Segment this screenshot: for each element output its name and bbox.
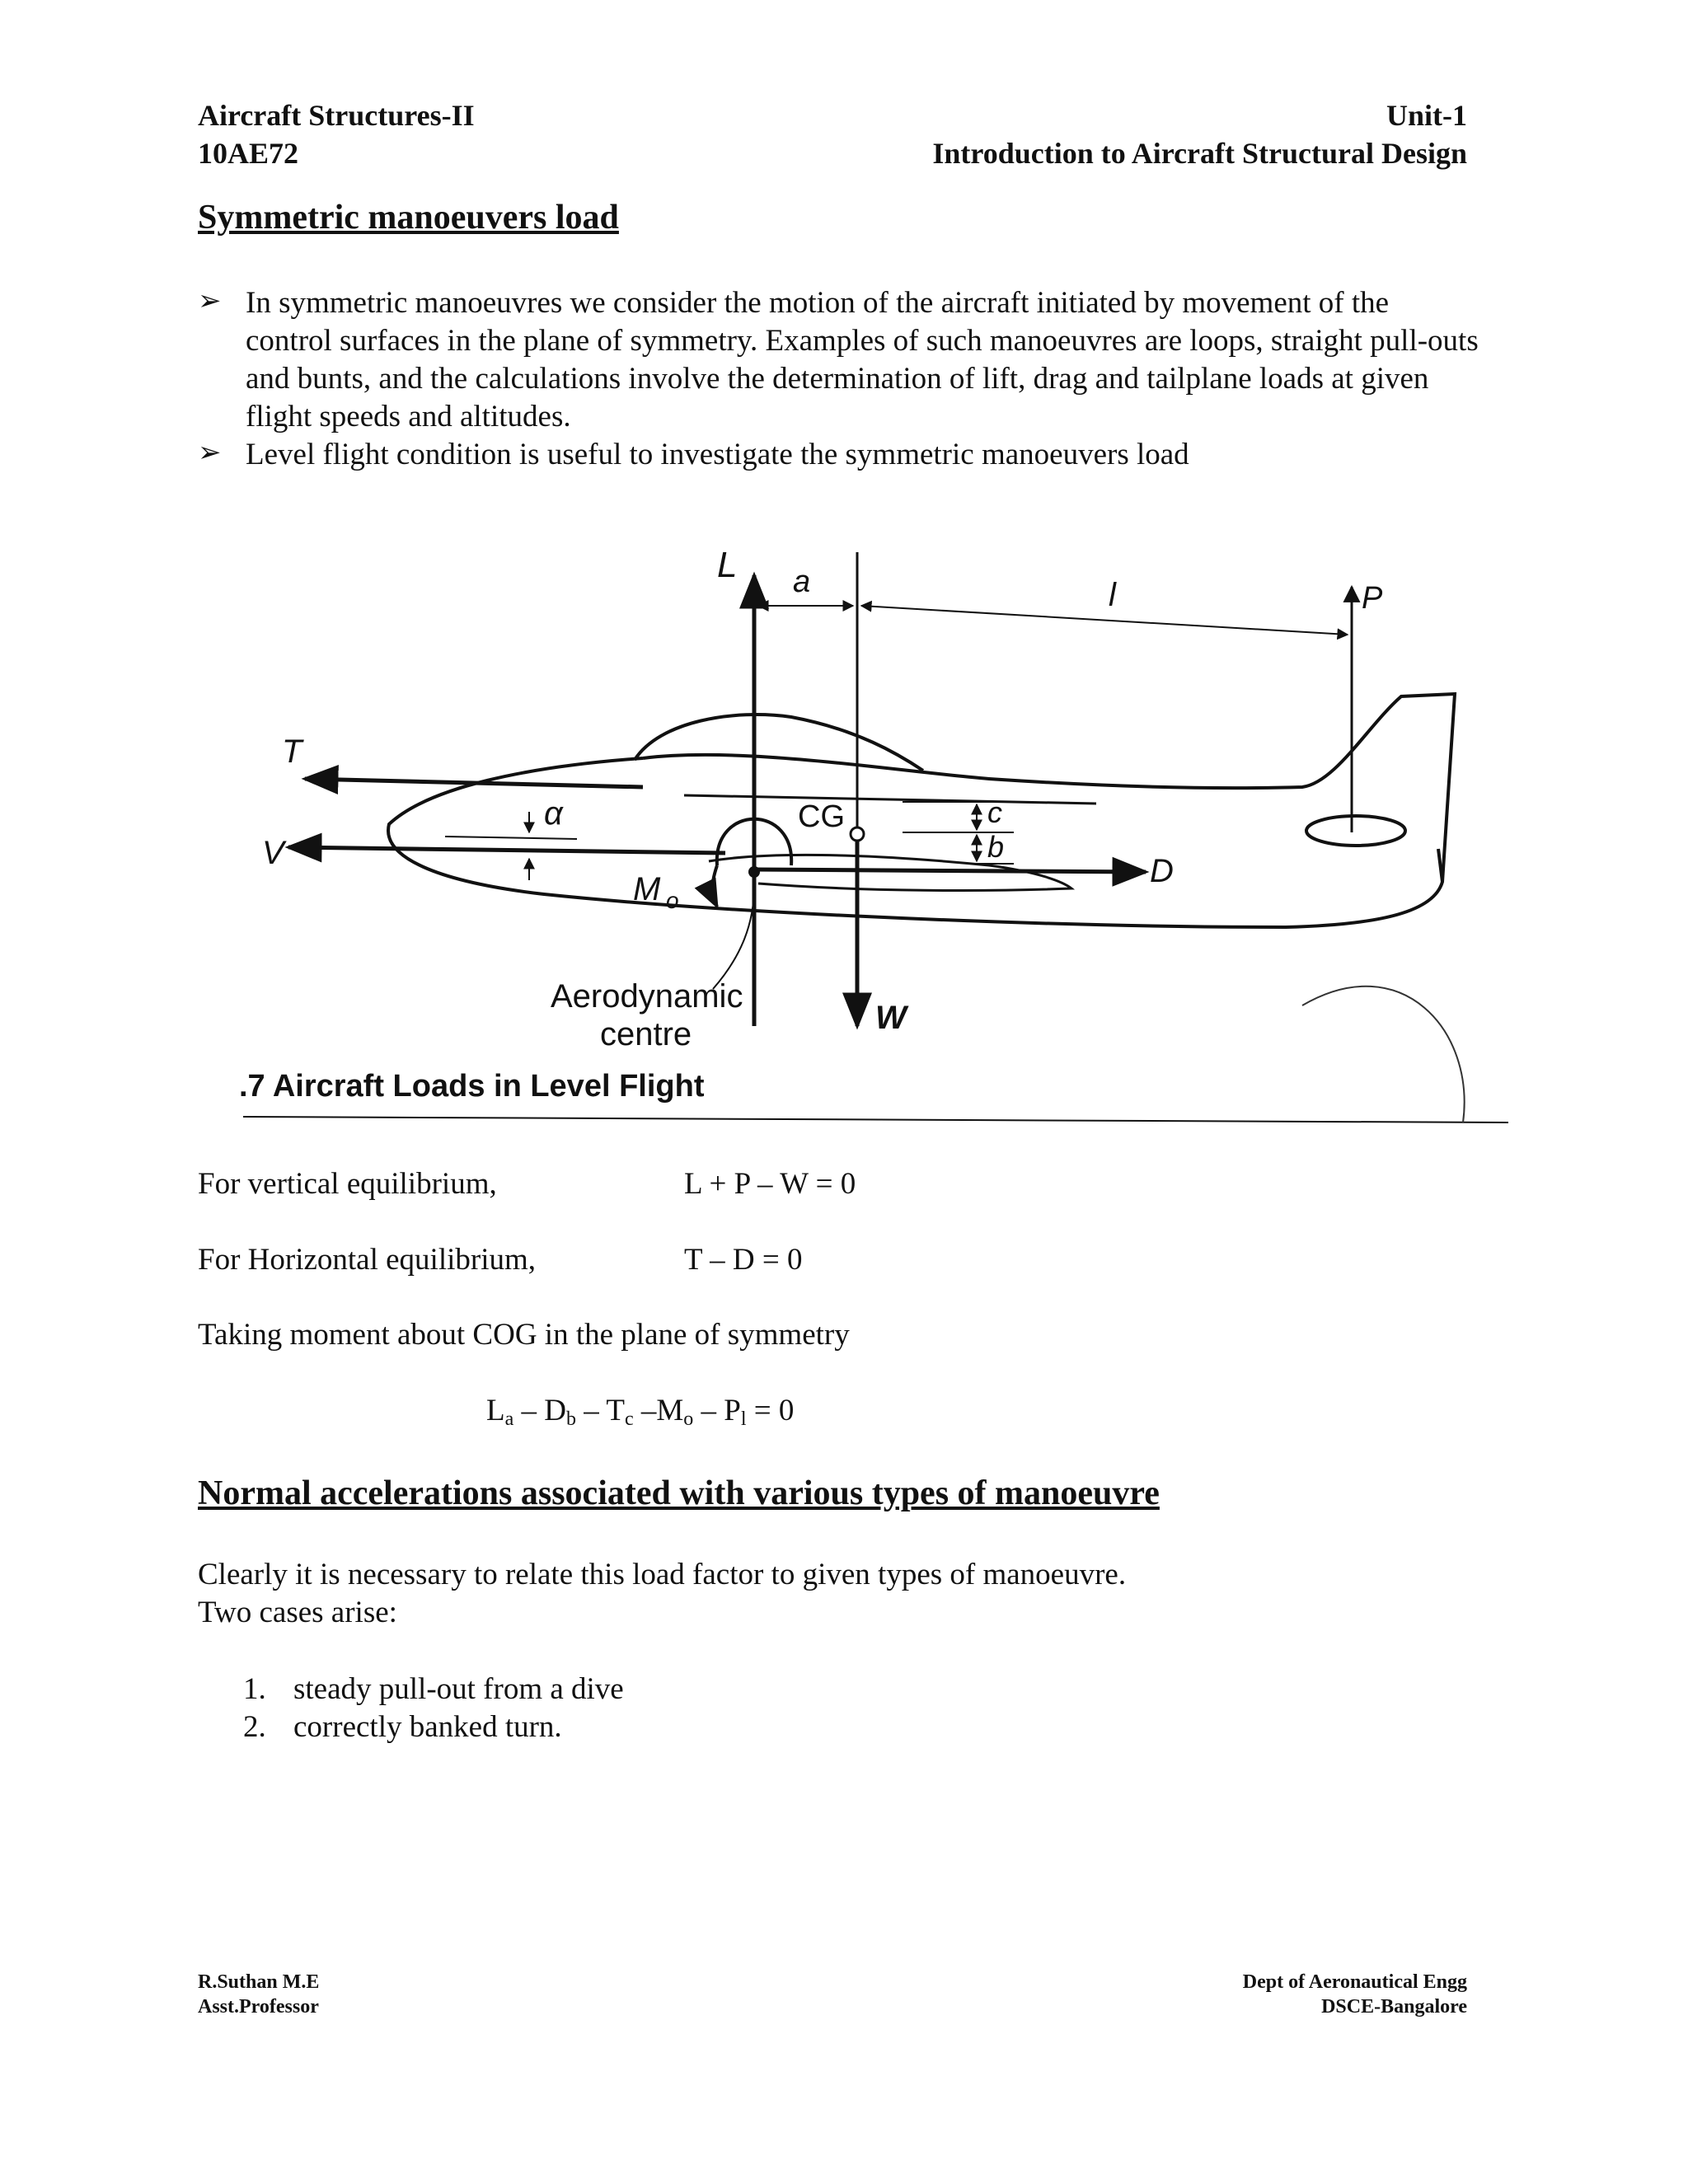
aerodynamic-centre-leader: [713, 886, 754, 989]
label-a: a: [793, 565, 811, 599]
horizontal-equilibrium-label: For Horizontal equilibrium,: [198, 1243, 537, 1277]
pencil-mark: [1302, 987, 1465, 1122]
label-CG: CG: [798, 799, 845, 834]
arrow-bullet-icon: ➢: [198, 438, 222, 468]
bullet-text: In symmetric manoeuvres we consider the motion of the aircraft initiated by movement of the control surfaces in the plane of symmetry. Examples of such manoeuvres are loops, straight pull-outs and bunts, and the calculations involve the determination of lift, drag and tailplane loads at given flight speeds and altitudes.: [246, 286, 1479, 434]
caption-rule: [243, 1117, 1508, 1122]
paragraph-line: Clearly it is necessary to relate this load factor to given types of manoeuvre.: [198, 1558, 1127, 1591]
label-W: W: [875, 1000, 907, 1036]
course-title: Aircraft Structures-II: [198, 99, 475, 132]
unit-title: Introduction to Aircraft Structural Design: [932, 137, 1467, 170]
thrust-arrow: [305, 779, 643, 787]
list-item: steady pull-out from a dive: [293, 1672, 624, 1706]
footer-institution: DSCE-Bangalore: [1321, 1996, 1467, 2018]
list-number: 2.: [243, 1710, 266, 1744]
section-title-symmetric-load: Symmetric manoeuvers load: [198, 199, 619, 237]
course-code: 10AE72: [198, 137, 299, 170]
footer-role: Asst.Professor: [198, 1996, 319, 2018]
moment-arrow: [712, 865, 717, 907]
figure-caption: .7 Aircraft Loads in Level Flight: [239, 1069, 705, 1104]
label-M: M: [633, 871, 661, 907]
unit-label: Unit-1: [1386, 99, 1467, 132]
list-item: correctly banked turn.: [293, 1710, 562, 1744]
vertical-equilibrium-label: For vertical equilibrium,: [198, 1167, 497, 1201]
tailplane-airfoil: [1306, 816, 1405, 846]
horizontal-equilibrium-equation: T – D = 0: [684, 1243, 803, 1277]
moment-equation: $L_a - D_b - T_c$ $-M_o - P_l = 0$: [486, 1394, 795, 1430]
label-alpha: α: [544, 795, 563, 832]
label-T: T: [282, 733, 302, 770]
label-V: V: [262, 835, 284, 871]
label-centre: centre: [600, 1016, 692, 1052]
list-number: 1.: [243, 1672, 266, 1706]
bullet-text: Level flight condition is useful to investigate the symmetric manoeuvers load: [246, 438, 1189, 471]
dimension-l: [861, 606, 1348, 635]
label-c: c: [987, 795, 1002, 829]
cg-marker: [851, 827, 864, 841]
velocity-arrow: [288, 847, 725, 853]
label-M-subscript: o: [666, 888, 679, 913]
footer-department: Dept of Aeronautical Engg: [1242, 1971, 1467, 1993]
moment-description: Taking moment about COG in the plane of symmetry: [198, 1318, 850, 1352]
canopy: [635, 715, 923, 771]
paragraph-line: Two cases arise:: [198, 1596, 397, 1629]
label-l: l: [1109, 577, 1116, 613]
angle-reference-line: [445, 837, 577, 839]
label-D: D: [1150, 853, 1174, 889]
fuselage-top: [643, 694, 1455, 882]
arrow-bullet-icon: ➢: [198, 286, 222, 316]
section-title-normal-accelerations: Normal accelerations associated with various types of manoeuvre: [198, 1474, 1160, 1512]
label-aerodynamic: Aerodynamic: [551, 978, 743, 1015]
footer-author: R.Suthan M.E: [198, 1971, 320, 1993]
vertical-equilibrium-equation: L + P – W = 0: [684, 1167, 856, 1201]
aerodynamic-centre-dot: [748, 866, 760, 878]
drag-arrow: [754, 869, 1146, 872]
label-b: b: [987, 830, 1005, 864]
label-P: P: [1362, 581, 1383, 616]
label-L: L: [717, 545, 738, 585]
wing-upper-line: [684, 795, 1096, 804]
